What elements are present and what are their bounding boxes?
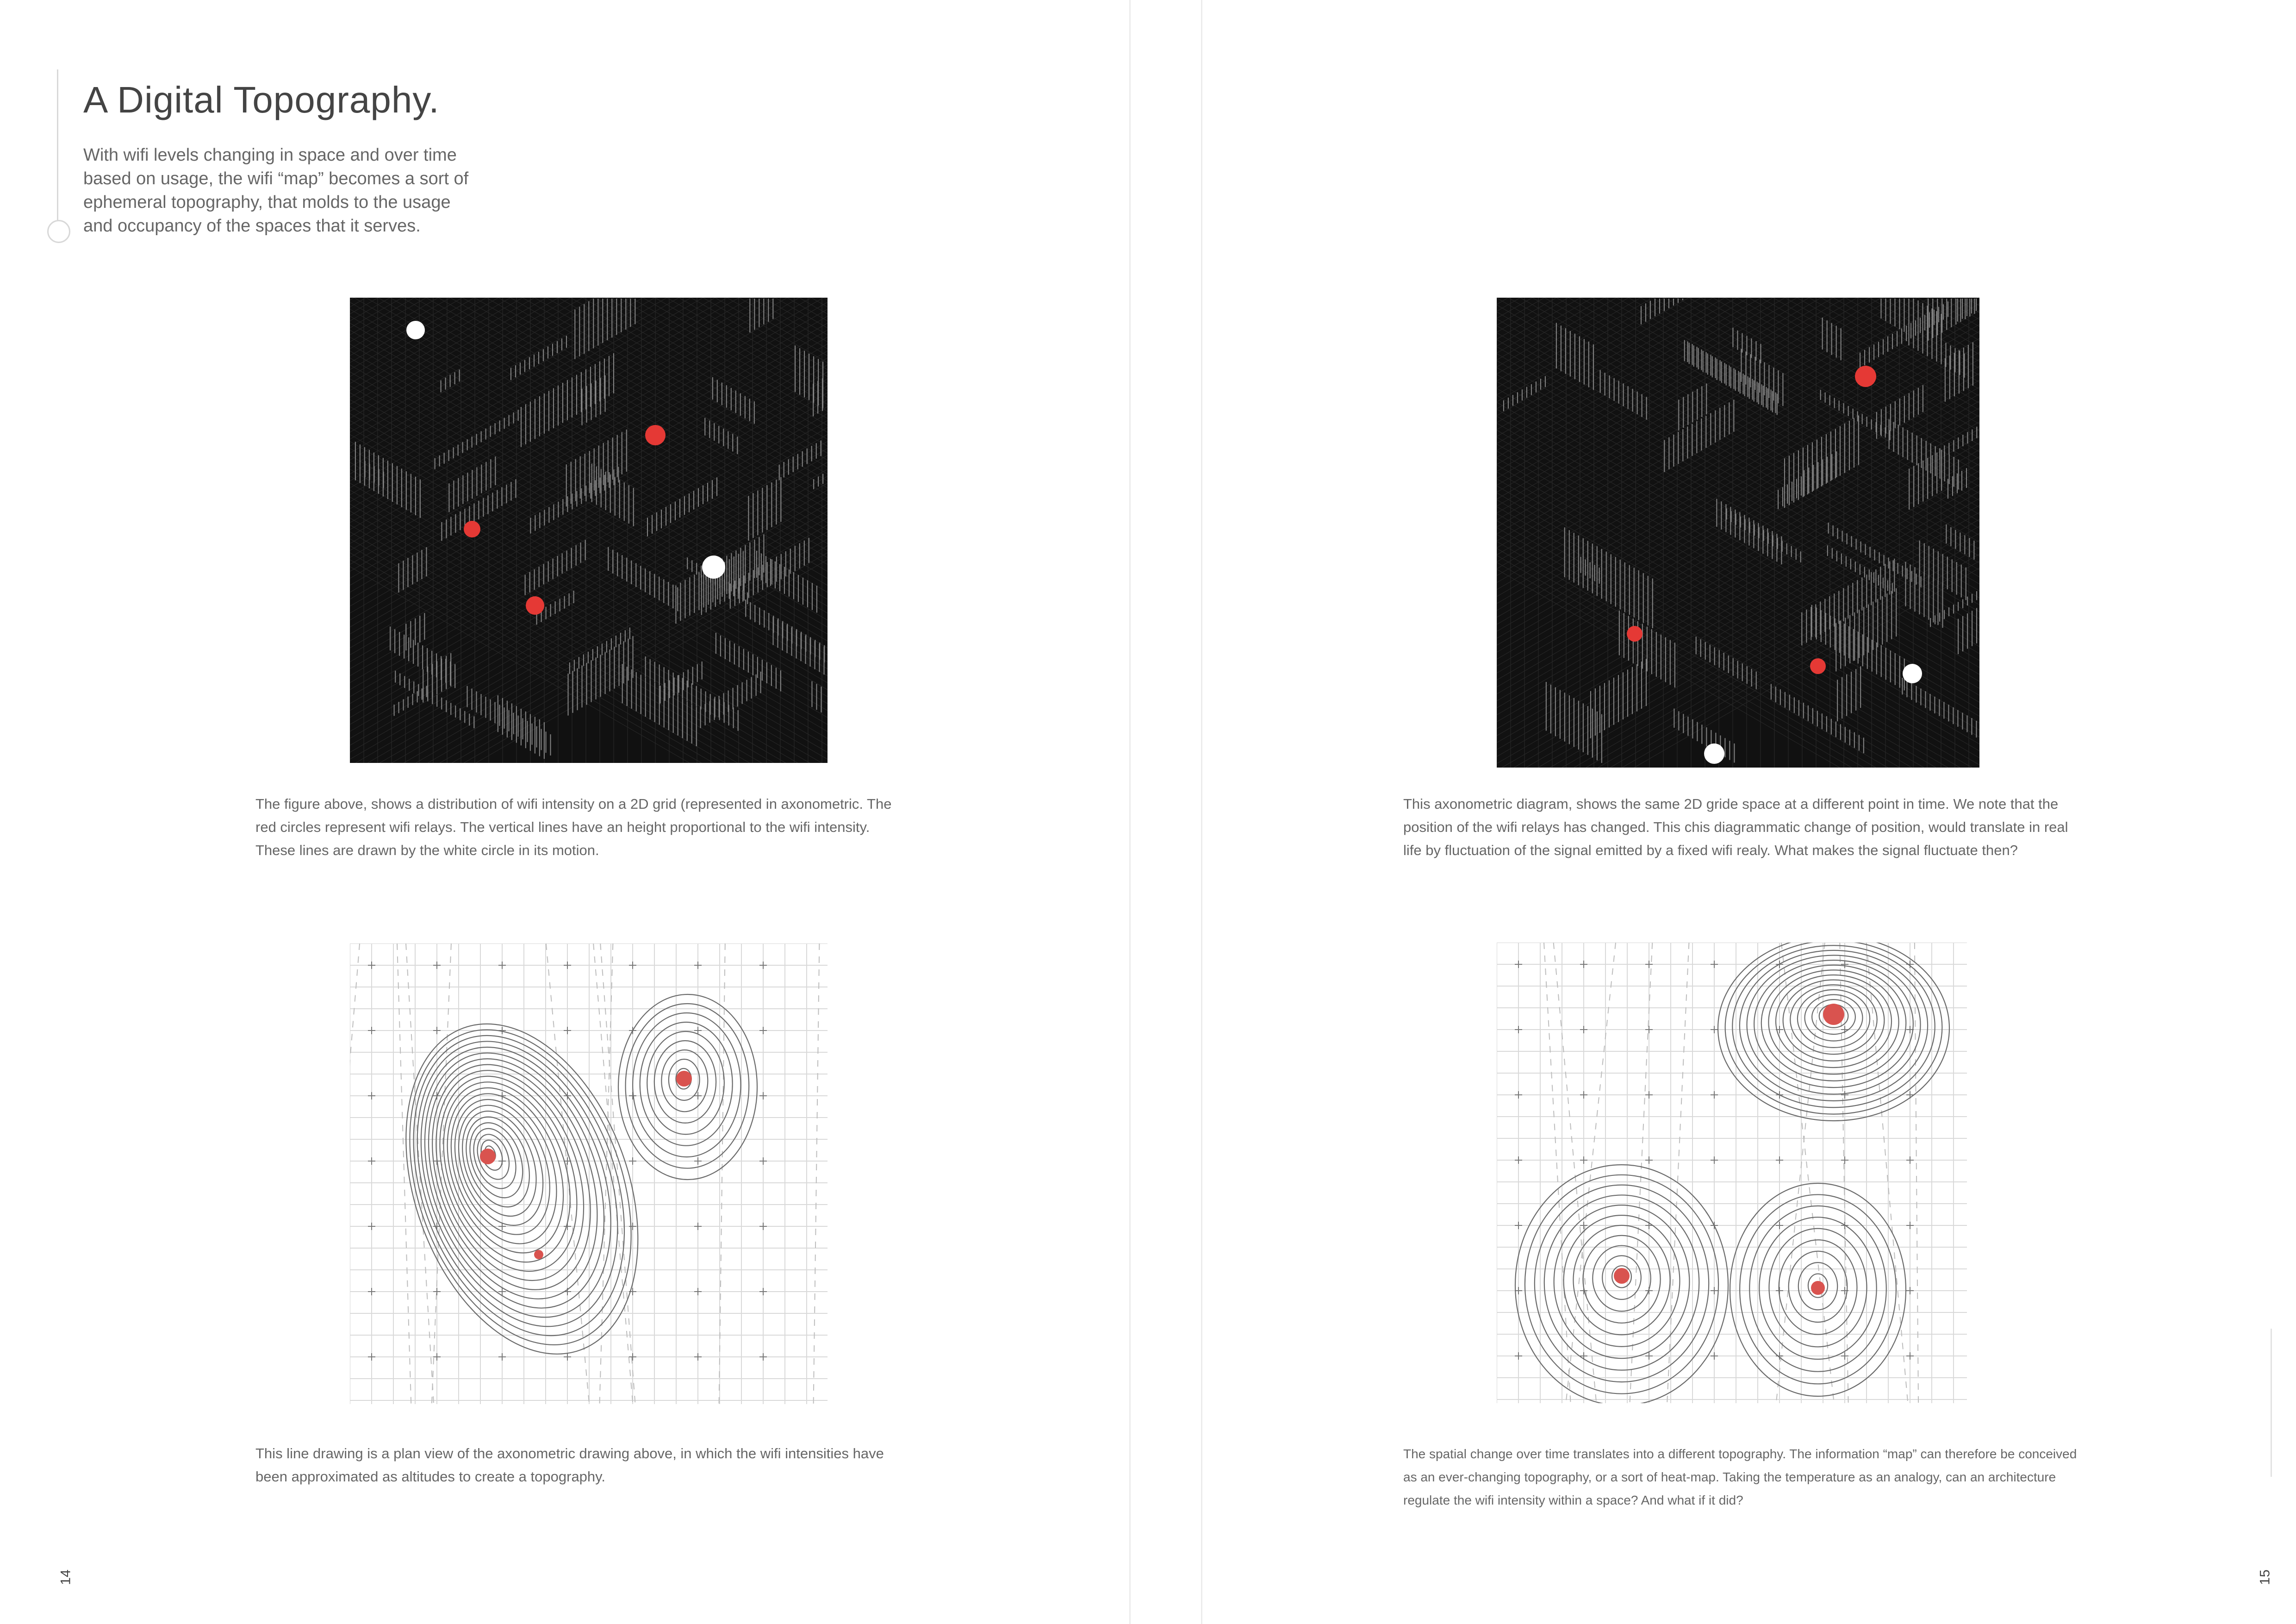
- wifi-relay-marker: [464, 521, 480, 537]
- wifi-relay-marker: [645, 425, 666, 445]
- page-title: A Digital Topography.: [83, 79, 440, 120]
- page-number-right: 15: [2257, 1569, 2273, 1585]
- wifi-relay-marker: [1810, 658, 1826, 674]
- margin-circle-marker: [47, 220, 70, 243]
- axonometric-diagram-left: [350, 298, 828, 763]
- tracer-circle-marker: [1903, 664, 1922, 683]
- wifi-relay-marker: [480, 1149, 496, 1164]
- intro-paragraph: With wifi levels changing in space and over time based on usage, the wifi “map” becomes a sort of ephemeral topography, that molds to the usage and occupancy of the spaces that it serves.: [83, 145, 469, 236]
- wifi-relay-marker: [526, 596, 544, 615]
- tracer-circle-marker: [1704, 743, 1724, 764]
- contour-plan-right: [1497, 943, 1967, 1403]
- margin-rule: [57, 69, 58, 229]
- caption-plan-left: This line drawing is a plan view of the axonometric drawing above, in which the wifi intensities have been approximated as altitudes to create a topography.: [255, 1445, 884, 1485]
- wifi-relay-marker: [676, 1071, 692, 1087]
- wifi-relay-marker: [1823, 1004, 1844, 1025]
- tracer-circle-marker: [406, 321, 425, 339]
- right-page: [1203, 0, 2296, 1624]
- caption-axonometric-left: The figure above, shows a distribution of wifi intensity on a 2D grid (represented in axonometric. The red circles represent wifi relays. The vertical lines have an height proportional to the wifi intensity. These lines are drawn by the white circle in its motion.: [255, 796, 892, 858]
- wifi-relay-marker: [1855, 366, 1876, 387]
- contour-plan-left: [350, 943, 828, 1404]
- axonometric-diagram-right: [1497, 298, 1979, 768]
- caption-plan-right: The spatial change over time translates into a different topography. The information “map” can therefore be conceived as an ever-changing topography, or a sort of heat-map. Taking the temperature as an analogy, can an architecture regulate the wifi intensity within a space? And what if it did?: [1403, 1447, 2077, 1507]
- wifi-relay-marker: [1627, 626, 1643, 642]
- page-number-left: 14: [58, 1569, 74, 1585]
- spread-gutter-left: [1129, 0, 1131, 1624]
- wifi-relay-marker: [534, 1250, 543, 1259]
- margin-rule-right: [2271, 1329, 2272, 1477]
- wifi-relay-marker: [1811, 1281, 1825, 1295]
- left-page: [0, 0, 1129, 1624]
- spread-gutter-right: [1201, 0, 1202, 1624]
- tracer-circle-marker: [702, 556, 725, 579]
- caption-axonometric-right: This axonometric diagram, shows the same 2D gride space at a different point in time. We note that the position of the wifi relays has changed. This chis diagrammatic change of position, would translate in real life by fluctuation of the signal emitted by a fixed wifi realy. What makes the signal fluctuate then?: [1403, 796, 2068, 858]
- wifi-relay-marker: [1614, 1268, 1630, 1284]
